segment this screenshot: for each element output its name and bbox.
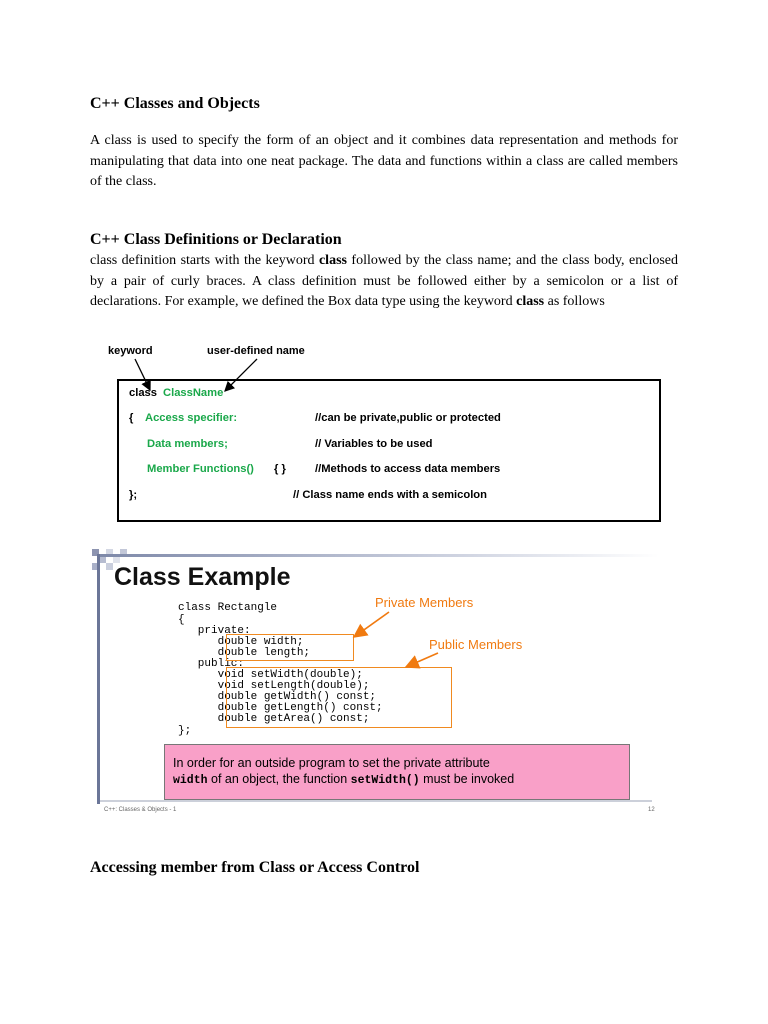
public-members-label: Public Members (429, 637, 523, 652)
code-line: public: (178, 658, 245, 670)
note-line-1: In order for an outside program to set the private attribute (173, 756, 490, 770)
user-defined-name-label: user-defined name (207, 345, 305, 357)
note-box (164, 744, 630, 800)
class-syntax-box (117, 379, 661, 522)
code-line: double getLength() const; (178, 702, 383, 714)
access-specifier-text: Access specifier: (145, 412, 238, 424)
private-members-label: Private Members (375, 595, 474, 610)
code-line: class Rectangle (178, 602, 278, 614)
class-example-slide (92, 549, 659, 818)
closing-comment: // Class name ends with a semicolon (293, 489, 487, 501)
slide-page-number: 12 (648, 807, 655, 813)
code-line: }; (178, 725, 192, 737)
section-heading-classes-objects: C++ Classes and Objects (90, 95, 260, 112)
section-heading-access-control: Accessing member from Class or Access Control (90, 859, 420, 876)
open-brace: { (129, 412, 134, 424)
keyword-label: keyword (108, 345, 153, 357)
note-line-2: width of an object, the function setWidth() must be invoked (173, 772, 515, 787)
definition-paragraph: class definition starts with the keyword class followed by the class name; and the class body, enclosed by a pair of curly braces. A class definition must be followed either by a semicolon or a list of declarations. For example, we defined the Box data type using the keyword class as follows (90, 253, 678, 309)
section-heading-class-definitions: C++ Class Definitions or Declaration (90, 231, 342, 248)
slide-title: Class Example (114, 563, 291, 591)
code-line: double getArea() const; (178, 713, 370, 725)
member-functions-comment: //Methods to access data members (315, 463, 501, 475)
closing-brace: }; (129, 489, 138, 501)
code-line: void setWidth(double); (178, 669, 363, 681)
data-members-text: Data members; (147, 438, 228, 450)
class-name: ClassName (163, 387, 224, 399)
class-syntax-diagram (105, 340, 665, 525)
code-line: double width; (178, 636, 304, 648)
class-keyword: class (129, 387, 157, 399)
code-line: double length; (178, 647, 311, 659)
slide-footer-left: C++: Classes & Objects - 1 (104, 807, 177, 813)
code-line: double getWidth() const; (178, 691, 377, 703)
code-line: void setLength(double); (178, 680, 370, 692)
member-functions-braces: { } (274, 463, 286, 475)
code-line: private: (178, 625, 251, 637)
code-line: { (178, 614, 185, 626)
data-members-comment: // Variables to be used (315, 438, 433, 450)
intro-paragraph: A class is used to specify the form of an object and it combines data representation and methods for manipulating that data into one neat package. The data and functions within a class are called members of the class. (90, 133, 678, 189)
member-functions-text: Member Functions() (147, 463, 254, 475)
access-specifier-comment: //can be private,public or protected (315, 412, 501, 424)
